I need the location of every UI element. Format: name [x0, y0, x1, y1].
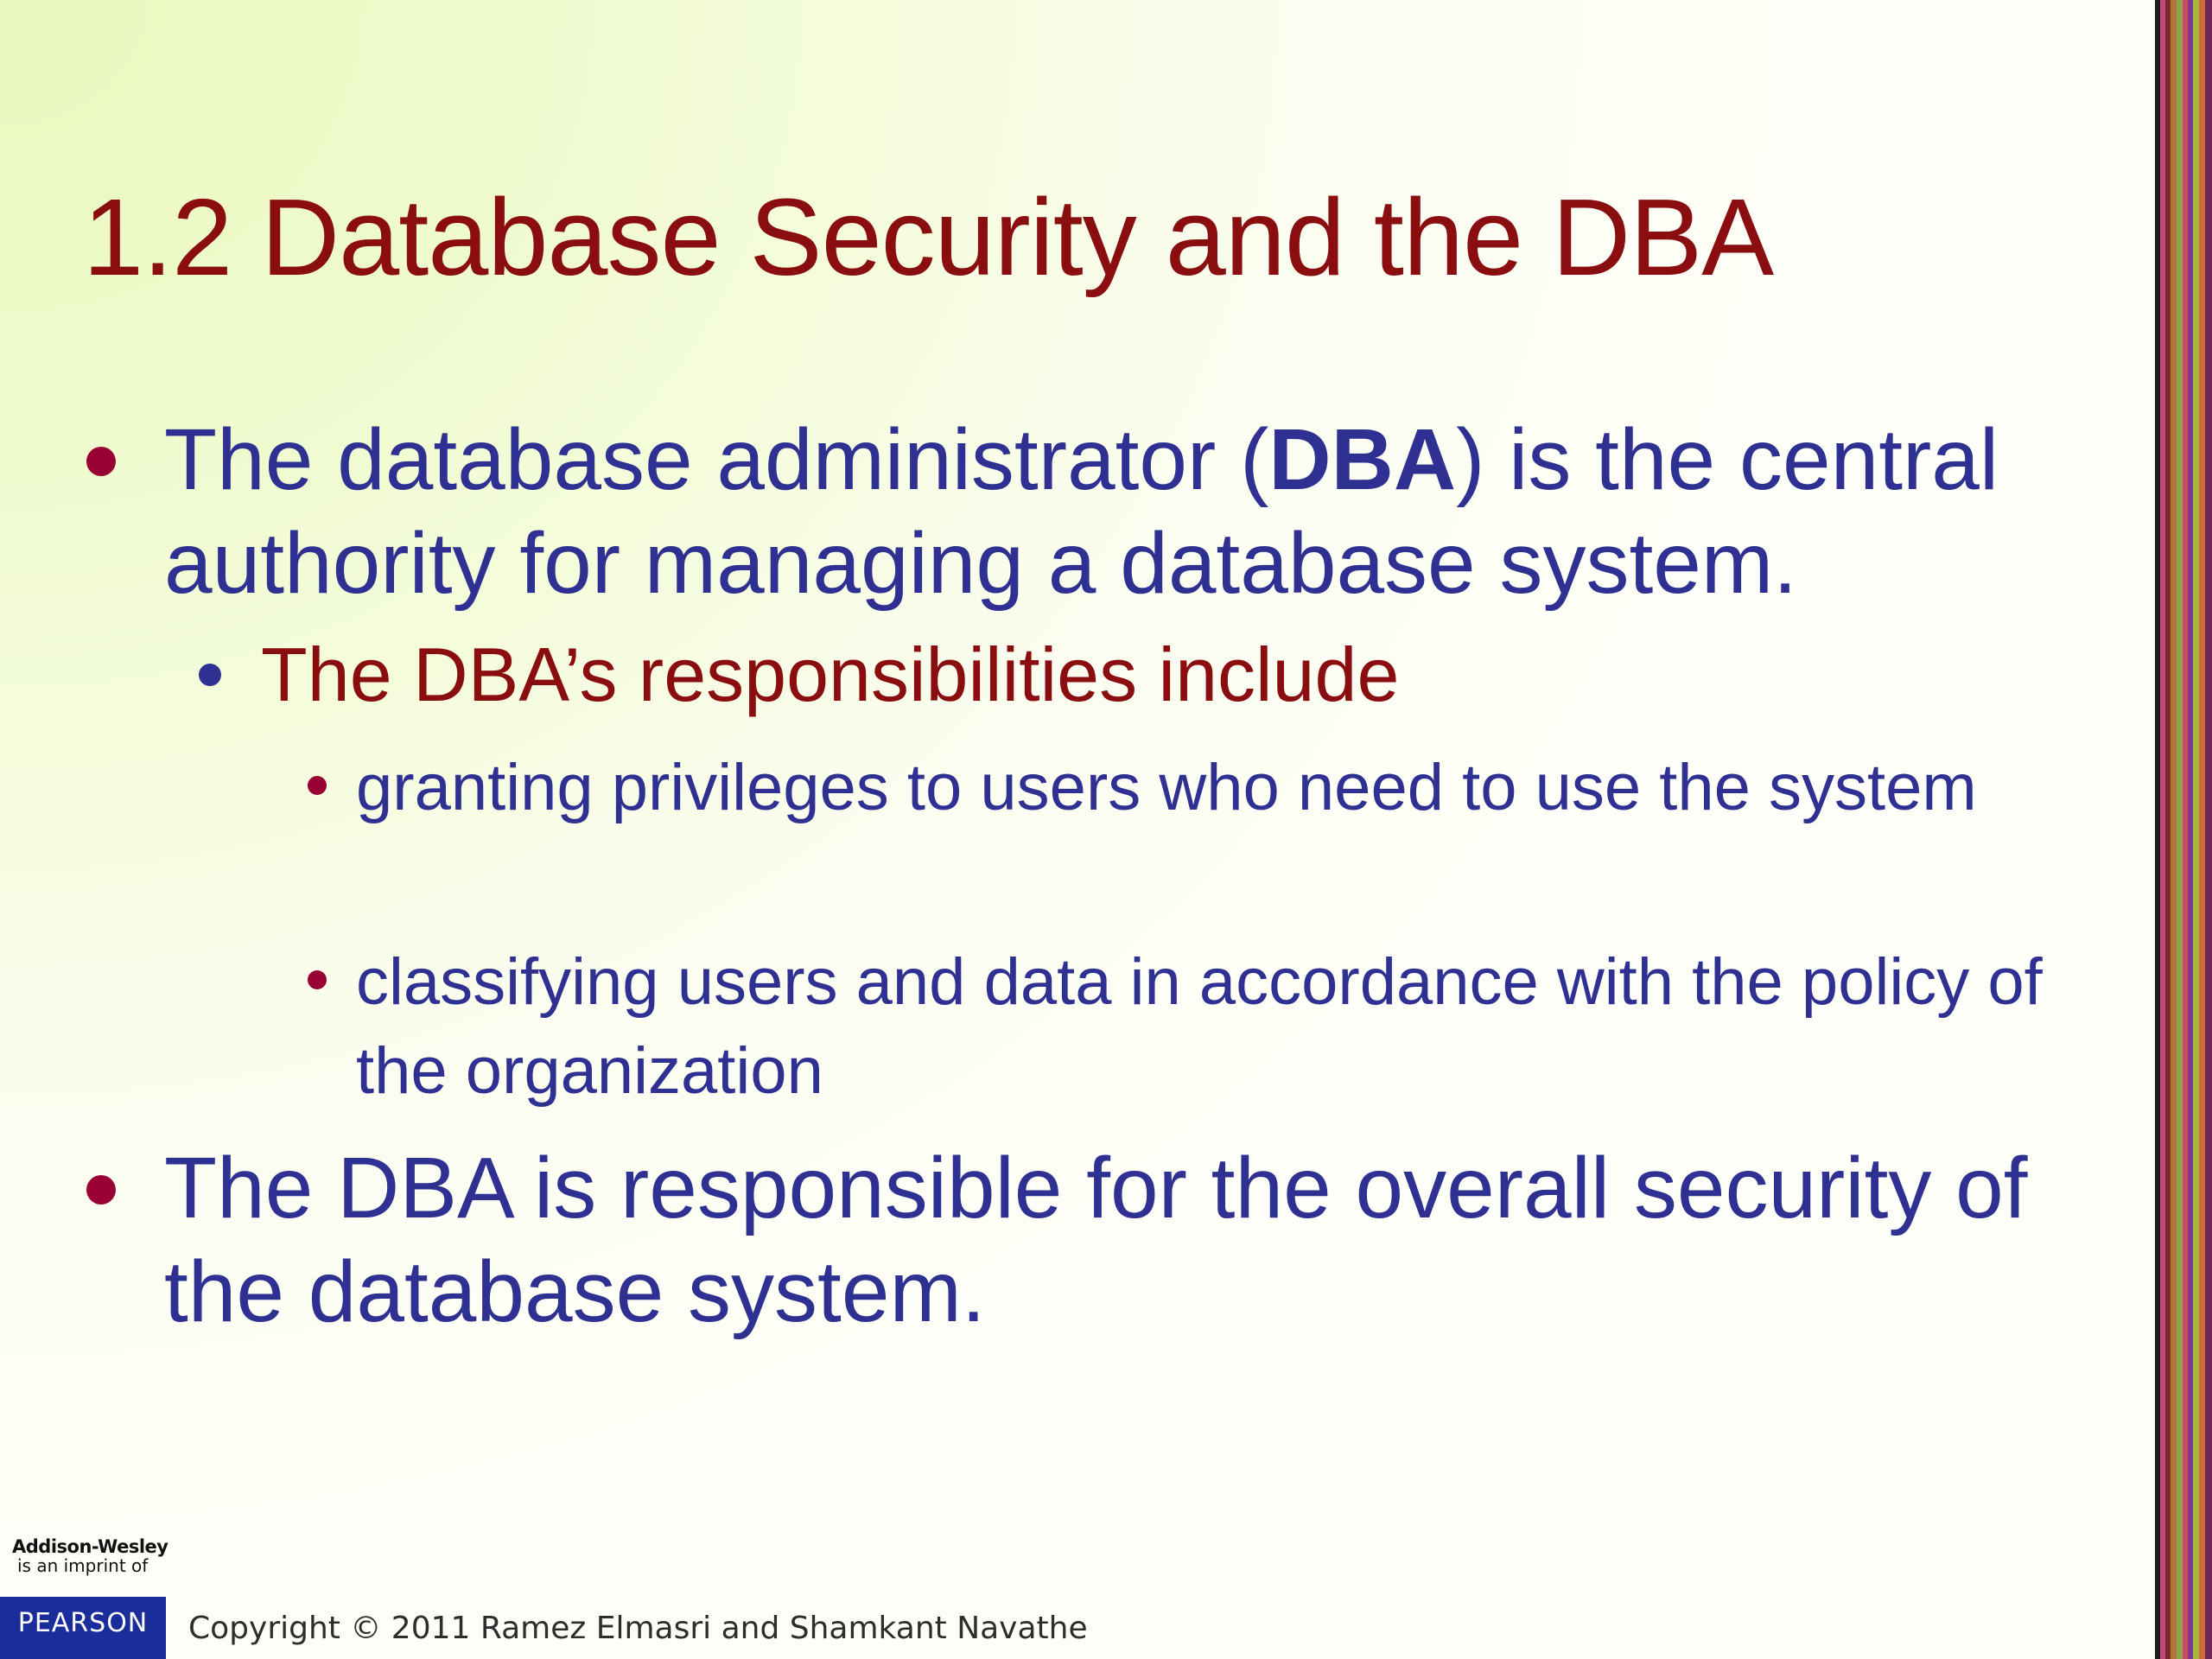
bullet-bold-dba: DBA [1268, 411, 1457, 508]
sub-sub-bullet-text: granting privileges to users who need to use the system [356, 751, 1977, 824]
sub-sub-bullet-dot [308, 776, 327, 795]
bullet-dba-security [164, 1136, 2065, 1344]
sub-sub-bullet-classifying [356, 938, 2050, 1116]
sub-sub-bullet-dot [308, 970, 327, 989]
bullet-dot [86, 447, 116, 476]
sub-sub-bullet-text: classifying users and data in accordance with the policy of the organization [356, 945, 2043, 1108]
pearson-logo: PEARSON [0, 1597, 166, 1659]
bullet-text-after: ) is the central authority for managing a database system. [164, 411, 1999, 612]
sub-bullet-text: The DBA’s responsibilities include [261, 632, 1400, 717]
sub-sub-bullet-granting [356, 743, 2050, 832]
copyright-notice: Copyright © 2011 Ramez Elmasri and Shamkant Navathe [188, 1611, 1088, 1646]
decorative-stripes [2155, 0, 2212, 1659]
bullet-text: The DBA is responsible for the overall security of the database system. [164, 1140, 2028, 1340]
publisher-imprint-note: is an imprint of [17, 1555, 149, 1576]
bullet-dba-definition [164, 408, 2065, 615]
sub-bullet-dot [199, 664, 221, 686]
bullet-dot [86, 1175, 116, 1205]
slide-title: 1.2 Database Security and the DBA [83, 176, 1774, 298]
sub-bullet-responsibilities [261, 627, 1989, 722]
bullet-text-before: The database administrator ( [164, 411, 1269, 508]
publisher-imprint [12, 1537, 168, 1575]
publisher-name: Addison-Wesley [12, 1536, 168, 1557]
